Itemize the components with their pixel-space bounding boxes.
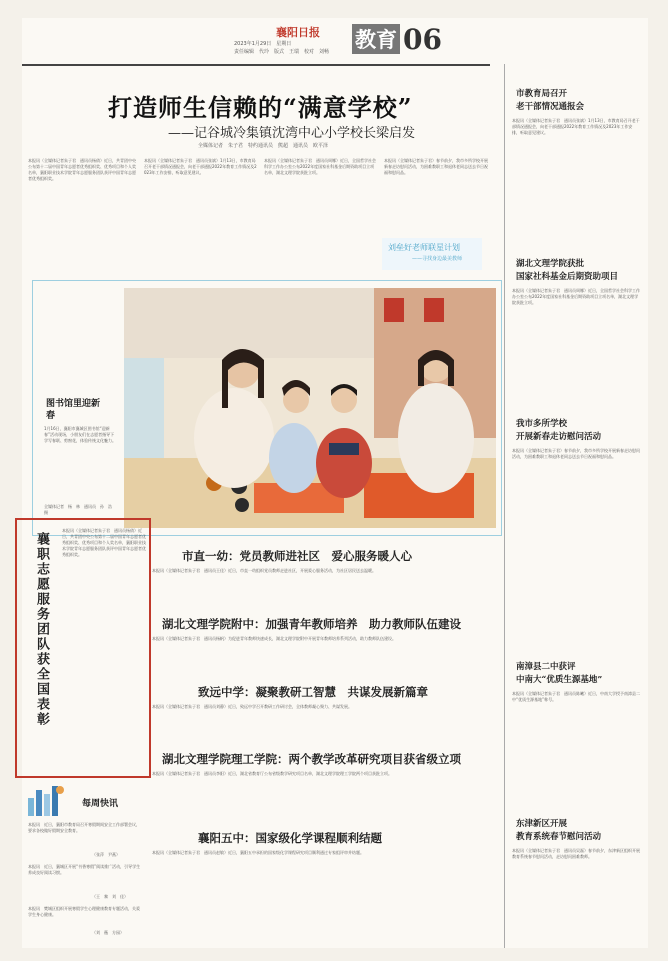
page-number: 06 <box>403 23 442 56</box>
sidebar-headline <box>516 88 646 114</box>
date-line: 2023年1月29日 星期日 <box>234 41 292 47</box>
sidebar-headline-line2: 国家社科基金后期资助项目 <box>516 272 619 282</box>
sidebar-headline <box>516 258 646 284</box>
sidebar-headline-line1: 市教育局召开 <box>516 89 568 99</box>
sidebar-headline-line1: 东津新区开展 <box>516 819 568 829</box>
story-headline: 市直一幼：党员教师进社区 爱心服务暖人心 <box>182 549 412 563</box>
weekly-news-credit: （王 黎 刘 佳） <box>92 894 128 899</box>
lead-body-col2: 本报讯（全媒体记者朱子君 通讯员张斌）1月13日，市教育局召开老干部情况通报会，向老干部通报2022年教育工作情况及2023年工作安排，听取意见建议。 <box>144 158 257 175</box>
lead-headline: 打造师生信赖的“满意学校” <box>108 93 413 122</box>
weekly-news-item: 本报讯 樊城区组织开展寒假学生心理健康教育专题活动，关爱学生身心健康。 <box>28 906 140 917</box>
sidebar-body: 本报讯（全媒体记者朱子君）春节前夕，我市多所学校开展新春走访慰问活动，为困难教职工和退休老同志送去节日祝福和慰问品。 <box>512 448 640 459</box>
story-headline: 襄阳五中：国家级化学课程顺利结题 <box>198 831 382 845</box>
section-label: 教育 <box>352 24 400 54</box>
sidebar-headline-line2: 开展新春走访慰问活动 <box>516 432 602 442</box>
sidebar-headline <box>516 661 646 687</box>
photo-caption-title: 图书馆里迎新春 <box>46 399 101 421</box>
sidebar-body: 本报讯（全媒体记者朱子君 通讯员张斌）1月13日，市教育局召开老干部情况通报会，向老干部通报2022年教育工作情况及2023年工作安排，听取意见建议。 <box>512 118 640 135</box>
photo-credit: 全媒体记者 杨 林 通讯员 孙 浩 摄 <box>44 504 116 515</box>
promo-title: 刘垒好老师联星计划 <box>388 243 460 252</box>
library-photo <box>124 288 496 528</box>
weekly-news-title: 每周快讯 <box>82 799 119 809</box>
sidebar-body: 本报讯（全媒体记者朱子君 通讯员周娜）近日，全国哲学社会科学工作办公室公布2022年度国家社科基金后期资助项目立项名单，湖北文理学院获批立项。 <box>512 288 640 305</box>
lead-body-col4: 本报讯（全媒体记者朱子君）春节前夕，我市多所学校开展新春走访慰问活动，为困难教职工和退休老同志送去节日祝福和慰问品。 <box>384 158 488 175</box>
story-body: 本报讯（全媒体记者朱子君 通讯员李阳）近日，湖北省教育厅公布省级教学研究项目名单，湖北文理学院理工学院两个项目获批立项。 <box>152 771 392 776</box>
teacher-promo-box <box>382 238 482 270</box>
sidebar-headline <box>516 418 646 444</box>
sidebar-headline <box>516 818 646 844</box>
weekly-news-item: 本报讯 近日，襄城区开展“书香寒假”阅读推广活动，引导学生养成良好阅读习惯。 <box>28 864 141 875</box>
lead-body-col1: 本报讯（全媒体记者朱子君 通讯员杨倩）近日，共青团中央公布第十二届中国青年志愿者优秀组织奖、优秀项目和个人奖名单，襄阳职业技术学院青年志愿服务团队获评中国青年志愿者优秀组织奖。 <box>28 158 136 181</box>
story-headline: 致远中学：凝聚教研工智慧 共谋发展新篇章 <box>198 685 428 699</box>
lead-body-col3: 本报讯（全媒体记者朱子君 通讯员周娜）近日，全国哲学社会科学工作办公室公布2022年度国家社科基金后期资助项目立项名单，湖北文理学院获批立项。 <box>264 158 376 175</box>
sidebar-body: 本报讯（全媒体记者朱子君 通讯员陈曦）近日，中南大学授予南漳县二中“优质生源基地”称号。 <box>512 691 640 702</box>
story-body: 本报讯（全媒体记者朱子君 通讯员刘静）近日，致远中学召开教研工作研讨会，全体教师凝心聚力、共谋发展。 <box>152 704 352 709</box>
story-body: 本报讯（全媒体记者朱子君 通讯员赵敏）近日，襄阳五中承担的国家级化学课程研究项目顺利通过专家组评审并结题。 <box>152 850 364 855</box>
weekly-news-credit: （张萍 尹燕） <box>92 852 120 857</box>
story-body: 本报讯（全媒体记者朱子君 通讯员杨帆）为促进青年教师快速成长，湖北文理学院附中开展青年教师培养系列活动，助力教师队伍建设。 <box>152 636 396 641</box>
story-headline: 湖北文理学院理工学院：两个教学改革研究项目获省级立项 <box>162 752 461 766</box>
story-body: 本报讯（全媒体记者朱子君 通讯员王佳）近日，市直一幼组织党员教师走进社区，开展爱心服务活动，为社区居民送去温暖。 <box>152 568 376 573</box>
newspaper-page <box>22 18 648 948</box>
sidebar-headline-line1: 南漳县二中获评 <box>516 662 576 672</box>
sidebar-headline-line2: 教育系统春节慰问活动 <box>516 832 602 842</box>
newspaper-brand: 襄阳日报 <box>276 26 320 39</box>
column-divider <box>504 64 505 948</box>
sidebar-headline-line2: 老干部情况通报会 <box>516 102 585 112</box>
masthead-info <box>234 40 349 56</box>
story-headline: 湖北文理学院附中：加强青年教师培养 助力教师队伍建设 <box>162 617 461 631</box>
editor-line: 责任编辑 代玲 版式 王瑞 校对 刘畅 <box>234 49 330 55</box>
photo-caption-body: 1月16日，襄阳市襄城区图书馆“迎新春”活动现场，小朋友们在志愿者指导下学写春联、剪窗花，体验传统文化魅力。 <box>44 426 116 443</box>
sidebar-headline-line2: 中南大“优质生源基地” <box>516 675 603 685</box>
weekly-news-credit: （刘 薇 方园） <box>92 930 124 935</box>
vertical-story-title: 襄职志愿服务团队获全国表彰 <box>34 532 49 727</box>
weekly-news-item: 本报讯 近日，襄阳市教育局召开寒假期间安全工作部署会议，要求各校做好假期安全教育。 <box>28 822 140 833</box>
sidebar-headline-line1: 我市多所学校 <box>516 419 568 429</box>
skyline-icon <box>26 782 66 818</box>
vertical-story-body: 本报讯（全媒体记者朱子君 通讯员杨倩）近日，共青团中央公布第十二届中国青年志愿者优秀组织奖、优秀项目和个人奖名单，襄阳职业技术学院青年志愿服务团队获评中国青年志愿者优秀组织奖。 <box>62 528 146 557</box>
masthead-rule <box>22 64 490 66</box>
sidebar-body: 本报讯（全媒体记者朱子君 通讯员吴磊）春节前夕，东津新区组织开展教育系统春节慰问活动，走访慰问困难教师。 <box>512 848 640 859</box>
promo-subtitle: ——寻找身边最美教师 <box>412 256 463 262</box>
lead-byline: 全媒体记者 朱子君 特约通讯员 熊超 通讯员 欧平泽 <box>198 143 329 149</box>
lead-subhead: ——记谷城冷集镇沈湾中心小学校长梁启发 <box>168 126 416 141</box>
sidebar-headline-line1: 湖北文理学院获批 <box>516 259 585 269</box>
